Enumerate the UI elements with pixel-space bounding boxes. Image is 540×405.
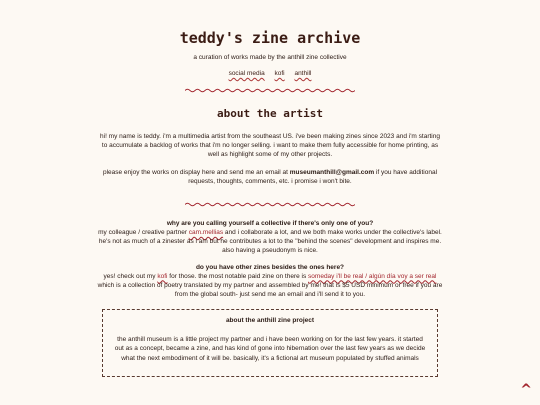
nav-links xyxy=(0,69,540,78)
squiggle-divider xyxy=(185,202,355,207)
about-paragraph-2 xyxy=(100,168,440,186)
faq-answer-2-text-end: which is a collection of poetry translated by my partner and assembled by me! that is $5 USD minimum or free if you are from the global south- just send me an email and i'll send it to you. xyxy=(97,281,443,299)
nav-link-anthill[interactable]: anthill xyxy=(294,70,312,77)
faq-question-1: why are you calling yourself a collective if there's only one of you? xyxy=(166,220,374,228)
about-paragraph-2-text-end: if you have additional requests, thoughts, comments, etc. i promise i won't bite. xyxy=(188,168,438,185)
anthill-project-box xyxy=(102,309,438,377)
faq-answer-1 xyxy=(96,228,444,256)
about-heading: about the artist xyxy=(217,107,323,120)
contact-email: museumanthill@gmail.com xyxy=(289,168,375,176)
squiggle-divider xyxy=(185,88,355,93)
faq-answer-2 xyxy=(96,272,444,300)
about-paragraph-2-text: please enjoy the works on display here and send me an email at xyxy=(102,168,290,176)
kofi-link[interactable]: kofi xyxy=(157,272,168,280)
project-box-text: the anthill museum is a little project my partner and i have been working on for the last few years. it started out as a concept, became a zine, and has kind of gone into hibernation over the last few years as we decide what the next embodiment of it will be. basically, it's a fictional art museum populated by stuffed animals xyxy=(114,336,426,362)
scroll-to-top-button[interactable]: ^ xyxy=(520,382,532,398)
nav-link-kofi[interactable]: kofi xyxy=(274,70,285,77)
site-subtitle: a curation of works made by the anthill zine collective xyxy=(193,54,347,61)
faq-answer-2-text: yes! check out my xyxy=(103,272,158,280)
faq-answer-1-text: my colleague / creative partner xyxy=(98,229,189,237)
faq-answer-2-text-mid: for those. the most notable paid zine on there is xyxy=(167,272,309,280)
faq-answer-1-text-end: and i collaborate a lot, and we both make works under the collective's label. he's not as much of a zinester as i am but he contributes a lot to the "behind the scenes" development and inspires me. also having a pseudonym is nice. xyxy=(98,229,442,255)
someday-zine-link[interactable]: someday i'll be real / algún día voy a ser real xyxy=(308,272,437,280)
nav-link-social-media[interactable]: social media xyxy=(228,70,265,77)
about-paragraph-1: hi! my name is teddy. i'm a multimedia artist from the southeast US. i've been making zines since 2023 and i'm starting to accumulate a backlog of works that i'm no longer selling. i want to make them fully accessible for home printing, as well as highlight some of my other projects. xyxy=(100,133,440,159)
site-title: teddy's zine archive xyxy=(179,29,361,47)
project-box-title: about the anthill zine project xyxy=(225,317,315,325)
faq-question-2: do you have other zines besides the ones here? xyxy=(195,263,345,271)
cam-mellias-link[interactable]: cam.mellias xyxy=(188,229,224,237)
